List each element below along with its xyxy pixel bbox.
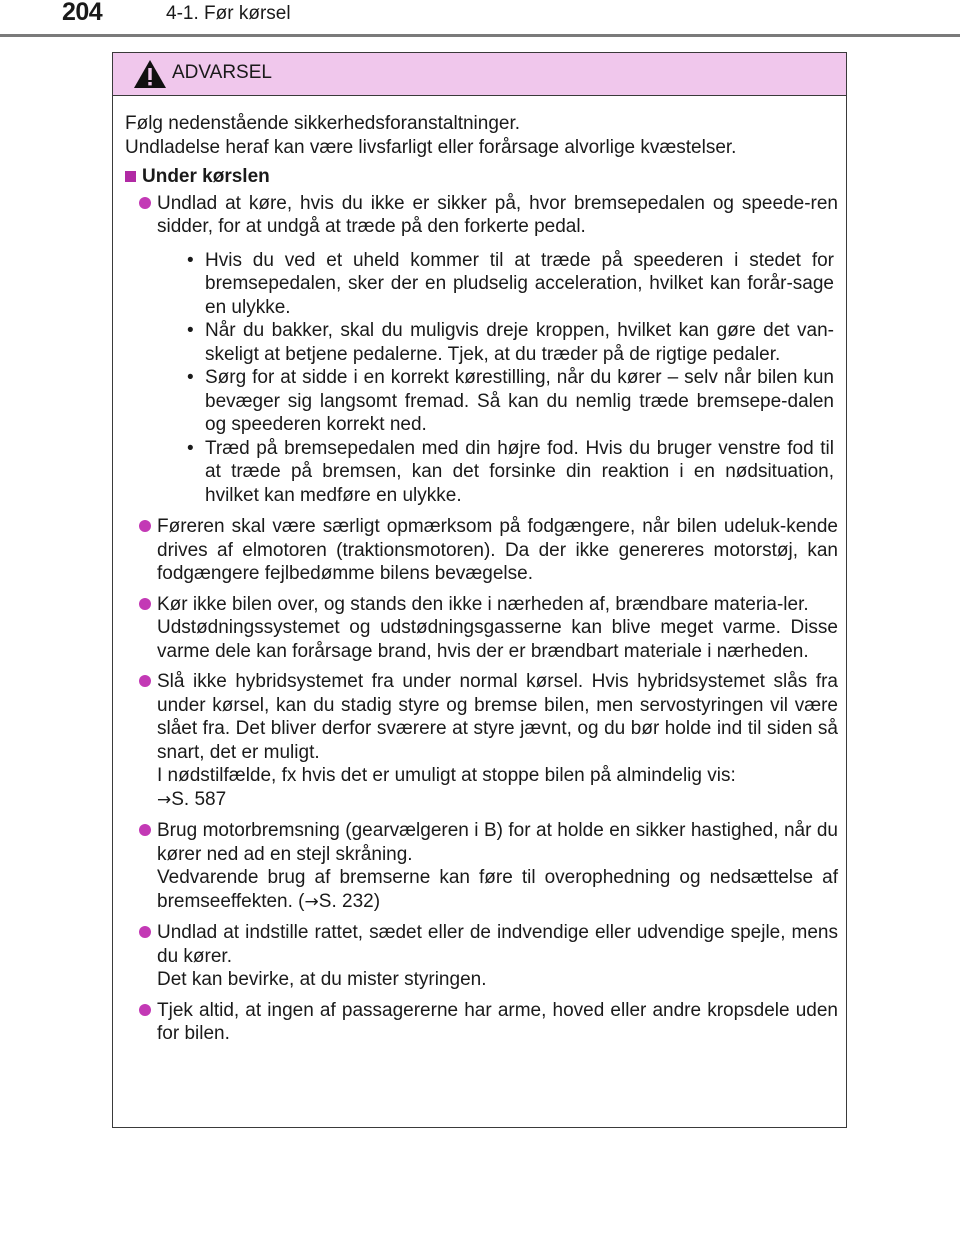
sub-item-text: Sørg for at sidde i en korrekt kørestilling, når du kører – selv når bilen kun bevæger sig langsomt fremad. Så kan du nemlig træde bremsepe-dalen og speederen korrekt ned. — [205, 367, 834, 435]
reference-text: S. 587 — [171, 788, 227, 810]
sub-list — [157, 249, 838, 508]
arrow-right-icon: → — [304, 891, 319, 912]
sub-bullet: • — [187, 320, 194, 341]
intro — [125, 112, 838, 159]
section-heading-text: Under kørslen — [142, 166, 270, 187]
warning-body — [113, 96, 846, 1046]
sub-bullet: • — [187, 437, 194, 459]
list-item — [125, 921, 838, 992]
sub-list-item — [157, 319, 838, 366]
sub-list-item — [157, 249, 838, 320]
circle-bullet-icon — [139, 824, 151, 836]
list-item — [125, 670, 838, 812]
sub-item-text: Hvis du ved et uheld kommer til at træde på speederen i stedet for bremsepedalen, sker der en pludselig acceleration, hvilket kan forår-sage en ulykke. — [205, 249, 834, 318]
page-reference[interactable] — [305, 891, 374, 912]
item-text: Brug motorbremsning (gearvælgeren i B) for at holde en sikker hastighed, når du kører ned ad en stejl skråning. — [157, 820, 838, 865]
item-text-part: ) — [373, 890, 381, 912]
section-title: 4-1. Før kørsel — [166, 3, 291, 24]
item-text-part: Vedvarende brug af bremserne kan føre til overophedning og nedsættelse af bremseeffekten. ( — [157, 867, 838, 912]
square-bullet-icon — [125, 171, 136, 182]
warning-triangle-icon — [133, 59, 167, 89]
warning-header — [113, 53, 846, 96]
item-text: Undlad at indstille rattet, sædet eller de indvendige eller udvendige spejle, mens du kører. — [157, 922, 838, 967]
circle-bullet-icon — [139, 675, 151, 687]
item-text: I nødstilfælde, fx hvis det er umuligt at stoppe bilen på almindelig vis: — [157, 765, 736, 786]
circle-bullet-icon — [139, 598, 151, 610]
list-item — [125, 593, 838, 664]
list-item — [125, 515, 838, 586]
warning-box — [112, 52, 847, 1128]
item-text: Det kan bevirke, at du mister styringen. — [157, 969, 487, 990]
sub-bullet: • — [187, 367, 194, 388]
list-item — [125, 192, 838, 508]
sub-item-text: Træd på bremsepedalen med din højre fod. Hvis du bruger venstre fod til at træde på bremsen, kan det forsinke din reaktion i en nødsituation, hvilket kan medføre en ulykke. — [205, 437, 834, 506]
sub-list-item — [157, 437, 838, 508]
section-heading — [125, 165, 838, 189]
circle-bullet-icon — [139, 926, 151, 938]
header-rule — [0, 34, 960, 37]
item-text: Føreren skal være særligt opmærksom på fodgængere, når bilen udeluk-kende drives af elmotoren (traktionsmotoren). Da der ikke genereres motorstøj, kan fodgængere fejlbedømme bilens bevægelse. — [157, 516, 838, 584]
list-item — [125, 999, 838, 1046]
list-item — [125, 819, 838, 914]
intro-line: Følg nedenstående sikkerhedsforanstaltninger. — [125, 113, 521, 134]
arrow-right-icon: → — [157, 789, 172, 810]
item-text: Slå ikke hybridsystemet fra under normal kørsel. Hvis hybridsystemet slås fra under kørsel, kan du stadig styre og bremse bilen, men servostyringen vil være slået fra. Det bliver derfor sværere at styre jævnt, og du bør holde ind til siden så snart, det er muligt. — [157, 671, 838, 763]
item-text: Tjek altid, at ingen af passagererne har arme, hoved eller andre kropsdele uden for bilen. — [157, 999, 838, 1044]
intro-line: Undladelse heraf kan være livsfarligt eller forårsage alvorlige kvæstelser. — [125, 136, 737, 158]
item-text — [157, 866, 838, 914]
circle-bullet-icon — [139, 197, 151, 209]
item-text: Undlad at køre, hvis du ikke er sikker på, hvor bremsepedalen og speede-ren sidder, for at undgå at træde på den forkerte pedal. — [157, 192, 838, 237]
circle-bullet-icon — [139, 520, 151, 532]
page-reference[interactable] — [157, 788, 838, 813]
circle-bullet-icon — [139, 1004, 151, 1016]
sub-item-text: Når du bakker, skal du muligvis dreje kroppen, hvilket kan gøre det van-skeligt at betjene pedalerne. Tjek, at du træder på de rigtige pedaler. — [205, 320, 834, 365]
page-number: 204 — [62, 0, 103, 26]
sub-bullet: • — [187, 249, 194, 271]
item-text: Kør ikke bilen over, og stands den ikke i nærheden af, brændbare materia-ler. — [157, 593, 809, 615]
warning-title: ADVARSEL — [172, 62, 272, 83]
sub-list-item — [157, 366, 838, 437]
item-text: Udstødningssystemet og udstødningsgasserne kan blive meget varme. Disse varme dele kan forårsage brand, hvis der er brændbart materiale i nærheden. — [157, 617, 838, 662]
reference-text: S. 232 — [318, 890, 374, 912]
